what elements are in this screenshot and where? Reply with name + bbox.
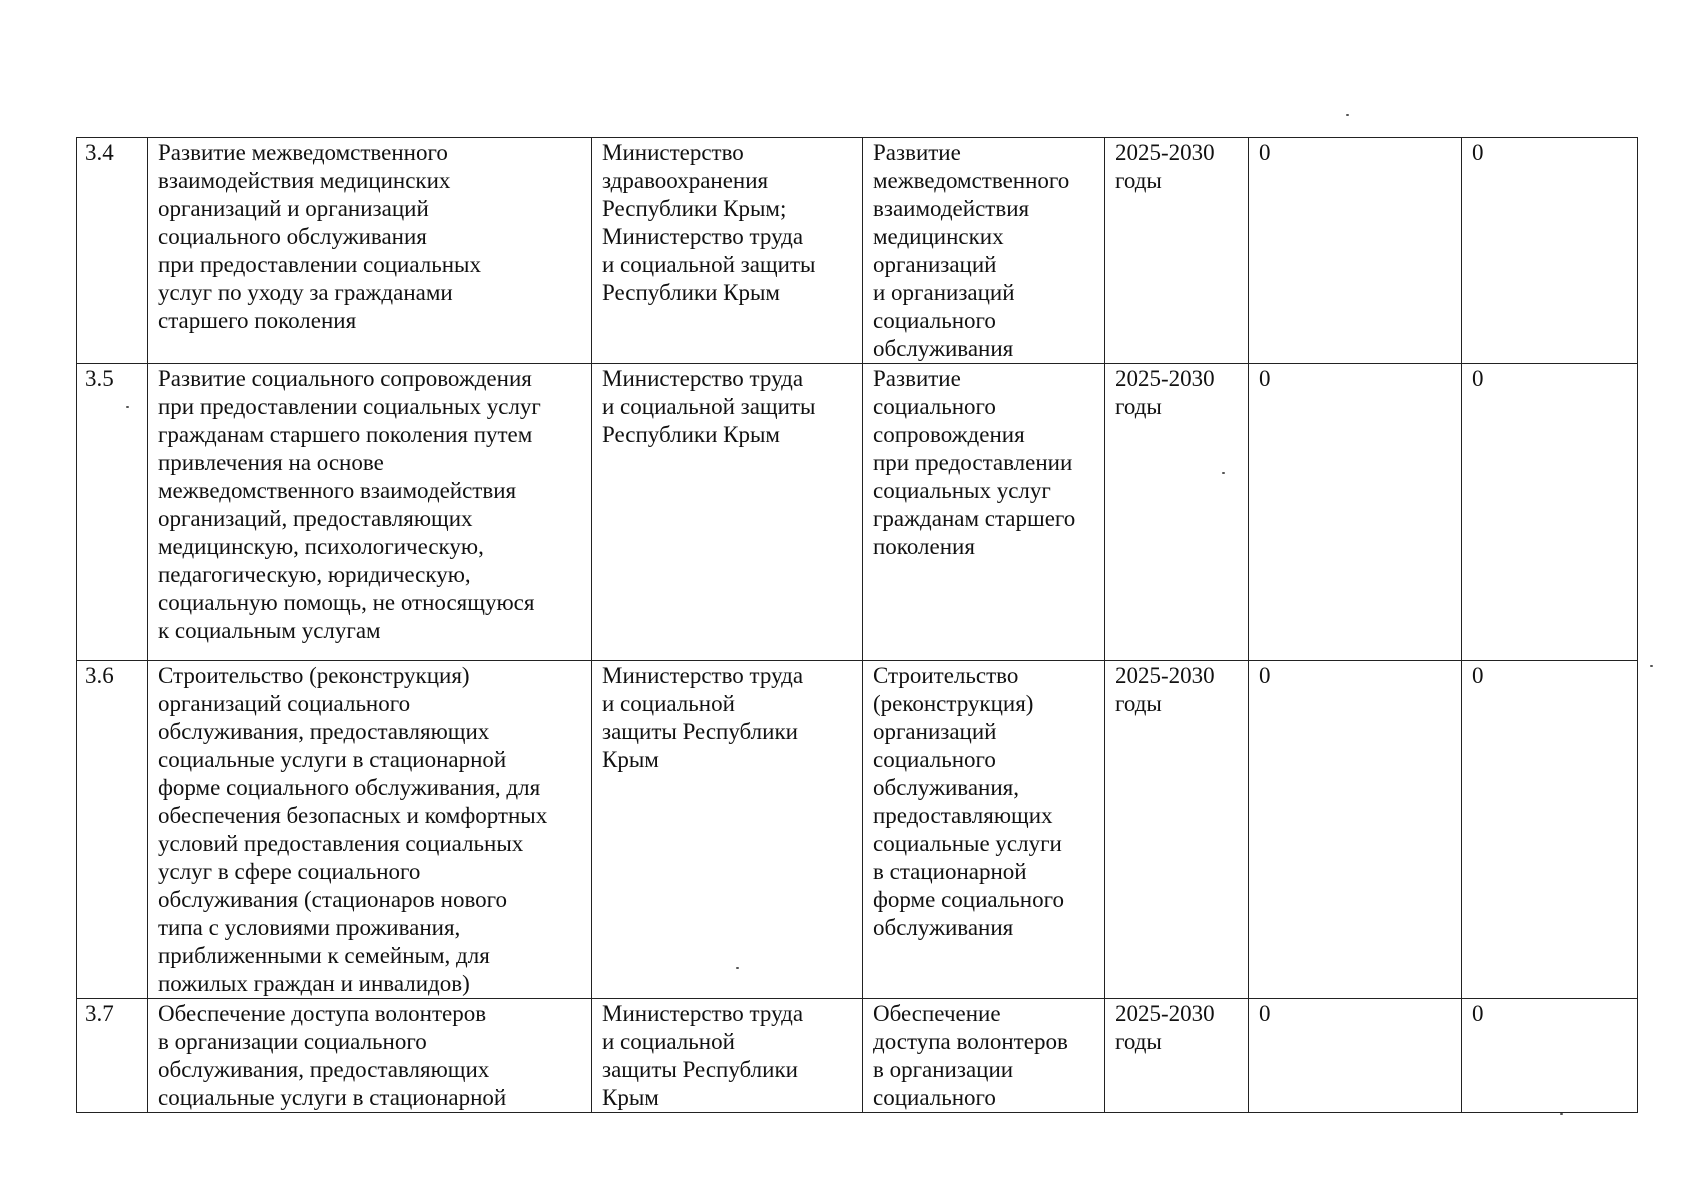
measure-result: Развитие межведомственного взаимодействия медицинских организаций и организаций социального обслуживания	[863, 138, 1105, 364]
table-row	[77, 999, 1638, 1113]
scan-speck	[1222, 472, 1225, 474]
measure-name: Обеспечение доступа волонтеров в организации социального обслуживания, предоставляющих социальные услуги в стационарной	[148, 999, 592, 1113]
measure-value-1: 0	[1249, 661, 1462, 999]
measure-term: 2025-2030 годы	[1105, 364, 1249, 661]
measure-number: 3.5	[77, 364, 148, 661]
measure-executor: Министерство труда и социальной защиты Республики Крым	[592, 364, 863, 661]
measure-executor: Министерство здравоохранения Республики Крым; Министерство труда и социальной защиты Республики Крым	[592, 138, 863, 364]
measure-result: Обеспечение доступа волонтеров в организации социального	[863, 999, 1105, 1113]
table-row	[77, 138, 1638, 364]
measure-term: 2025-2030 годы	[1105, 661, 1249, 999]
measure-value-1: 0	[1249, 364, 1462, 661]
measure-name: Развитие социального сопровождения при предоставлении социальных услуг гражданам старшего поколения путем привлечения на основе межведомственного взаимодействия организаций, предоставляющих медицинскую, психологическую, педагогическую, юридическую, социальную помощь, не относящуюся к социальным услугам	[148, 364, 592, 661]
measures-table	[76, 137, 1638, 1113]
measure-term: 2025-2030 годы	[1105, 138, 1249, 364]
measure-number: 3.6	[77, 661, 148, 999]
scan-speck	[1650, 665, 1653, 667]
measure-result: Развитие социального сопровождения при предоставлении социальных услуг гражданам старшего поколения	[863, 364, 1105, 661]
measure-term: 2025-2030 годы	[1105, 999, 1249, 1113]
scan-speck	[1560, 1113, 1563, 1115]
measure-value-2: 0	[1462, 138, 1638, 364]
measure-name: Развитие межведомственного взаимодействия медицинских организаций и организаций социального обслуживания при предоставлении социальных услуг по уходу за гражданами старшего поколения	[148, 138, 592, 364]
measure-name: Строительство (реконструкция) организаций социального обслуживания, предоставляющих социальные услуги в стационарной форме социального обслуживания, для обеспечения безопасных и комфортных условий предоставления социальных услуг в сфере социального обслуживания (стационаров нового типа с условиями проживания, приближенными к семейным, для пожилых граждан и инвалидов)	[148, 661, 592, 999]
table-row	[77, 364, 1638, 661]
table-row	[77, 661, 1638, 999]
measure-value-2: 0	[1462, 364, 1638, 661]
measure-value-1: 0	[1249, 999, 1462, 1113]
scan-speck	[736, 967, 739, 969]
measure-value-1: 0	[1249, 138, 1462, 364]
measure-executor: Министерство труда и социальной защиты Республики Крым	[592, 999, 863, 1113]
scan-speck	[1346, 114, 1349, 116]
scan-speck	[126, 406, 129, 408]
measure-number: 3.7	[77, 999, 148, 1113]
measure-number: 3.4	[77, 138, 148, 364]
measure-executor: Министерство труда и социальной защиты Республики Крым	[592, 661, 863, 999]
measure-value-2: 0	[1462, 999, 1638, 1113]
measure-value-2: 0	[1462, 661, 1638, 999]
measure-result: Строительство (реконструкция) организаций социального обслуживания, предоставляющих социальные услуги в стационарной форме социального обслуживания	[863, 661, 1105, 999]
